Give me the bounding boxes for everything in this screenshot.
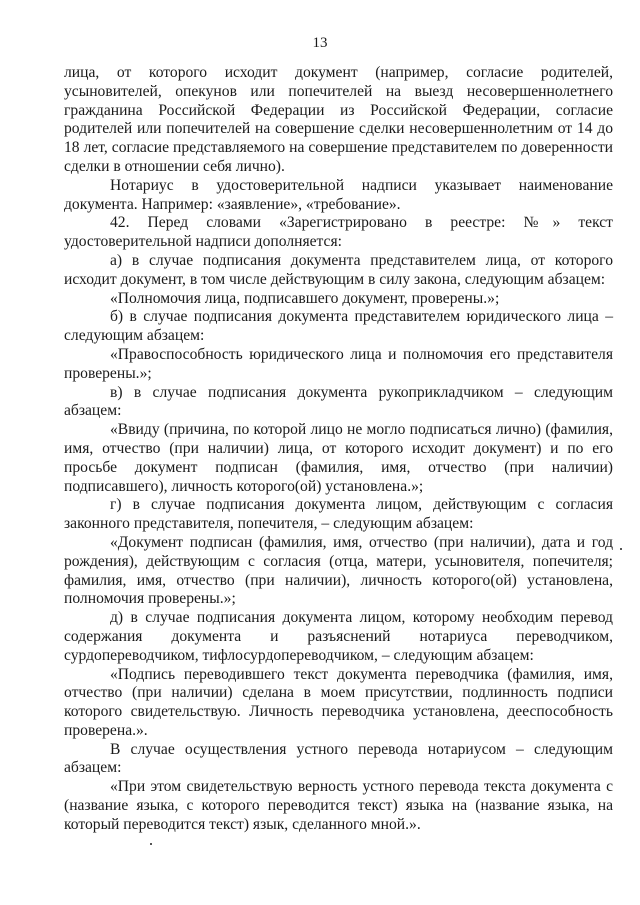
paragraph-oral-translation: В случае осуществления устного перевода нотариусом – следующим абзацем: [64,740,613,777]
paragraph-notary-document-name: Нотариус в удостоверительной надписи указывает наименование документа. Например: «заявление», «требование». [64,176,613,213]
quote-subitem-a: «Полномочия лица, подписавшего документ, проверены.»; [110,289,500,307]
quote-oral-translation: «При этом свидетельствую верность устного перевода текста документа с (название языка, с которого переводится текст) языка на (название языка, на который переводится текст) язык, сделанного мной.». [64,778,613,833]
paragraph-subitem-a: а) в случае подписания документа представителем лица, от которого исходит документ, в том числе действующим в силу закона, следующим абзацем: [64,251,613,288]
document-body [64,64,613,835]
scan-speck [620,548,622,550]
page-number: 13 [312,35,328,51]
quote-subitem-g: «Документ подписан (фамилия, имя, отчество (при наличии), дата и год рождения), действующим с согласия (отца, матери, усыновителя, попечителя; фамилия, имя, отчество (при наличии), личность которого(ой) установлена, полномочия проверены.»; [64,533,613,608]
paragraph-subitem-d: д) в случае подписания документа лицом, которому необходим перевод содержания документа и разъяснений нотариуса переводчиком, сурдопереводчиком, тифлосурдопереводчиком, – следующим абзацем: [64,609,613,664]
paragraph-subitem-b: б) в случае подписания документа представителем юридического лица – следующим абзацем: [64,308,613,345]
paragraph-item-42: 42. Перед словами «Зарегистрировано в реестре: №» текст удостоверительной надписи дополняется: [64,214,613,251]
quote-subitem-v: «Ввиду (причина, по которой лицо не могло подписаться лично) (фамилия, имя, отчество (при наличии) лица, от которого исходит документ) и по его просьбе документ подписан (фамилия, имя, отчество (при наличии) подписавшего), личность которого(ой) установлена.»; [64,421,613,495]
paragraph-subitem-v: в) в случае подписания документа рукоприкладчиком – следующим абзацем: [64,383,613,420]
paragraph-continuation: лица, от которого исходит документ (например, согласие родителей, усыновителей, опекунов или попечителей на выезд несовершеннолетнего гражданина Российской Федерации из Российской Федерации, согласие родителей или попечителей на совершение сделки несовершеннолетним от 14 до 18 лет, согласие представляемого на совершение представителем по доверенности сделки в отношении себя лично). [64,64,613,175]
paragraph-subitem-g: г) в случае подписания документа лицом, действующим с согласия законного представителя, попечителя, – следующим абзацем: [64,496,613,533]
quote-subitem-b: «Правоспособность юридического лица и полномочия его представителя проверены.»; [64,345,613,382]
quote-subitem-d: «Подпись переводившего текст документа переводчика (фамилия, имя, отчество (при наличии) сделана в моем присутствии, подлинность подписи которого свидетельствую. Личность переводчика установлена, дееспособность проверена.». [64,665,613,739]
scan-speck [150,843,152,845]
